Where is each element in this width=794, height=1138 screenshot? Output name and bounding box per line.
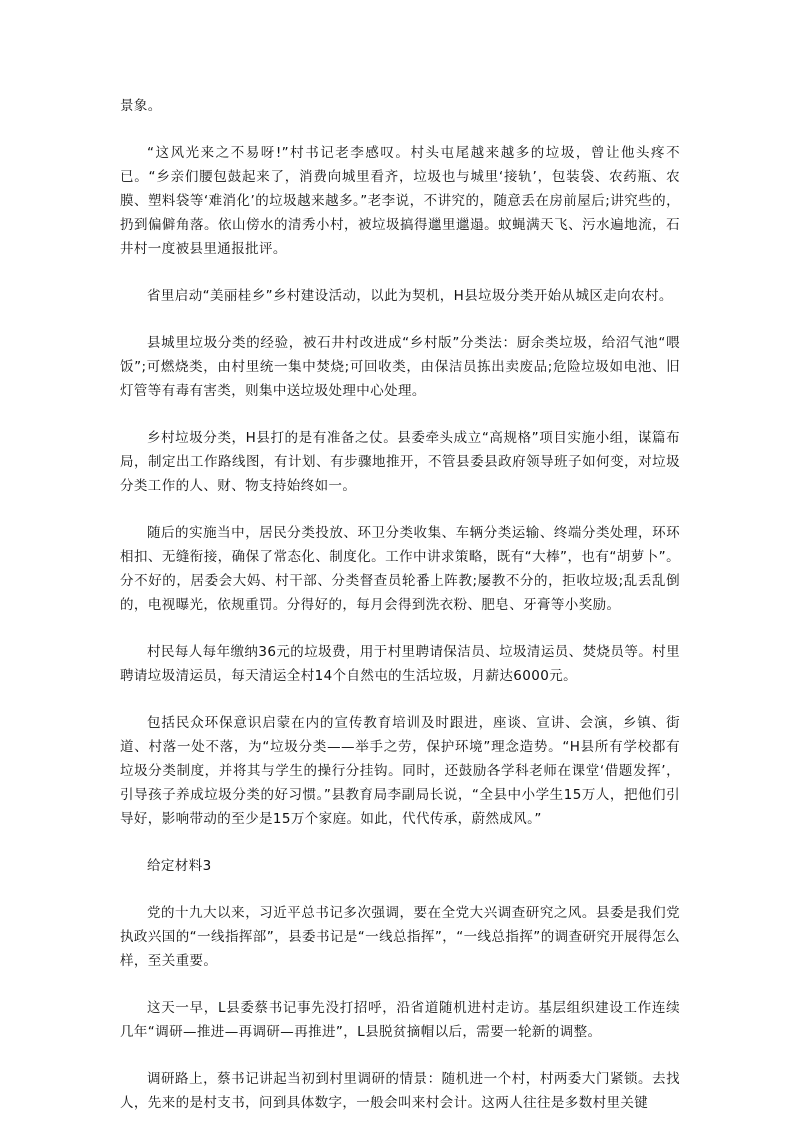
paragraph-province-campaign: 省里启动“美丽桂乡”乡村建设活动，以此为契机，H县垃圾分类开始从城区走向农村。: [147, 288, 673, 304]
paragraph-fees: 村民每人每年缴纳36元的垃圾费，用于村里聘请保洁员、垃圾清运员、焚烧员等。村里聘请垃圾清运员，每天清运全村14个自然屯的生活垃圾，月薪达6000元。: [120, 644, 680, 684]
paragraph-rural-classification-method: 县城里垃圾分类的经验，被石井村改进成“乡村版”分类法：厨余类垃圾，给沼气池“喂饭”;可燃烧类，由村里统一集中焚烧;可回收类，由保洁员拣出卖废品;危险垃圾如电池、旧灯管等有毒有害类，则集中送垃圾处理中心处理。: [120, 335, 680, 399]
paragraph-party-congress: 党的十九大以来，习近平总书记多次强调，要在全党大兴调查研究之风。县委是我们党执政兴国的“一线指挥部”，县委书记是“一线总指挥”，“一线总指挥”的调查研究开展得怎么样，至关重要。: [120, 905, 680, 969]
document-page: [120, 94, 680, 1138]
paragraph-education: 包括民众环保意识启蒙在内的宣传教育培训及时跟进，座谈、宣讲、会演，乡镇、街道、村落一处不落，为“垃圾分类——举手之劳，保护环境”理念造势。“H县所有学校都有垃圾分类制度，并将其与学生的操行分挂钩。同时，还鼓励各学科老师在课堂‘借题发挥’，引导孩子养成垃圾分类的好习惯。”县教育局李副局长说，“全县中小学生15万人，把他们引导好，影响带动的至少是15万个家庭。如此，代代传承，蔚然成风。”: [120, 715, 680, 827]
paragraph-continuation: 景象。: [120, 98, 162, 114]
paragraph-village-secretary-quote: “这风光来之不易呀!”村书记老李感叹。村头屯尾越来越多的垃圾，曾让他头疼不已。“乡亲们腰包鼓起来了，消费向城里看齐，垃圾也与城里‘接轨’，包装袋、农药瓶、农膜、塑料袋等‘难消化’的垃圾越来越多。”老李说，不讲究的，随意丢在房前屋后;讲究些的，扔到偏僻角落。依山傍水的清秀小村，被垃圾搞得邋里邋遢。蚊蝇满天飞、污水遍地流，石井村一度被县里通报批评。: [120, 145, 680, 257]
paragraph-research-road: 调研路上，蔡书记讲起当初到村里调研的情景：随机进一个村，村两委大门紧锁。去找人，先来的是村支书，问到具体数字，一般会叫来村会计。这两人往往是多数村里关键: [120, 1071, 680, 1111]
paragraph-county-preparation: 乡村垃圾分类，H县打的是有准备之仗。县委牵头成立“高规格”项目实施小组，谋篇布局，制定出工作路线图，有计划、有步骤地推开，不管县委县政府领导班子如何变，对垃圾分类工作的人、财、物支持始终如一。: [120, 430, 680, 494]
section-heading-material-3: 给定材料3: [147, 858, 212, 874]
paragraph-secretary-visit: 这天一早，L县委蔡书记事先没打招呼，沿省道随机进村走访。基层组织建设工作连续几年“调研—推进—再调研—再推进”，L县脱贫摘帽以后，需要一轮新的调整。: [120, 1000, 680, 1040]
paragraph-implementation: 随后的实施当中，居民分类投放、环卫分类收集、车辆分类运输、终端分类处理，环环相扣、无缝衔接，确保了常态化、制度化。工作中讲求策略，既有“大棒”，也有“胡萝卜”。分不好的，居委会大妈、村干部、分类督查员轮番上阵教;屡教不分的，拒收垃圾;乱丢乱倒的，电视曝光，依规重罚。分得好的，每月会得到洗衣粉、肥皂、牙膏等小奖励。: [120, 525, 680, 613]
